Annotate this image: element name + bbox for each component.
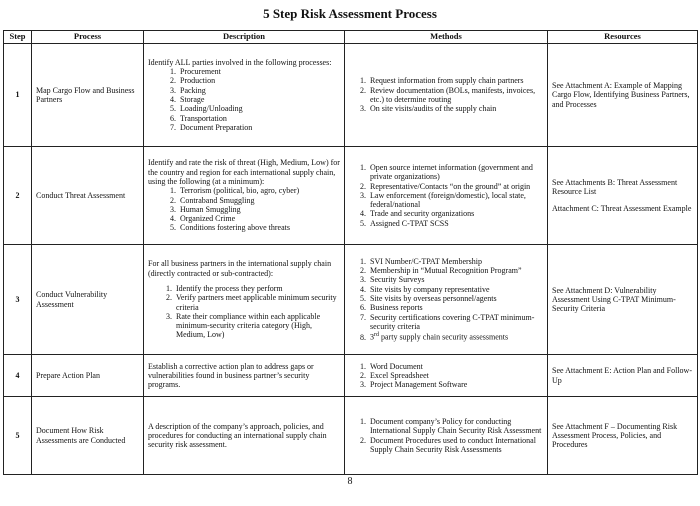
resource-text: See Attachment E: Action Plan and Follow-Up bbox=[552, 366, 692, 385]
description-cell bbox=[144, 245, 345, 355]
table-header-row bbox=[4, 31, 698, 44]
table-row bbox=[4, 44, 698, 147]
list-item: 2. Verify partners meet applicable minimum security criteria bbox=[174, 293, 340, 312]
process-cell: Conduct Vulnerability Assessment bbox=[32, 245, 144, 355]
list-item: 1. Terrorism (political, bio, agro, cyber) bbox=[178, 186, 340, 195]
list-item: 6. Business reports bbox=[368, 303, 543, 312]
list-item: 1. Document company’s Policy for conducting International Supply Chain Security Risk Assessment bbox=[368, 417, 543, 436]
list-item: 6. Transportation bbox=[178, 114, 340, 123]
page-title: 5 Step Risk Assessment Process bbox=[263, 6, 437, 21]
methods-cell bbox=[345, 44, 548, 147]
description-intro: Establish a corrective action plan to address gaps or vulnerabilities found in business partner’s security programs. bbox=[148, 361, 314, 390]
table-row bbox=[4, 245, 698, 355]
resources-cell bbox=[548, 245, 698, 355]
table-row bbox=[4, 355, 698, 397]
list-item: 7. Document Preparation bbox=[178, 123, 340, 132]
step-number: 5 bbox=[4, 397, 32, 475]
description-cell bbox=[144, 147, 345, 245]
resource-text: See Attachment F – Documenting Risk Assessment Process, Policies, and Procedures bbox=[552, 421, 678, 450]
resources-cell bbox=[548, 355, 698, 397]
step-number: 2 bbox=[4, 147, 32, 245]
methods-cell bbox=[345, 245, 548, 355]
process-cell: Conduct Threat Assessment bbox=[32, 147, 144, 245]
list-item: 3. Project Management Software bbox=[368, 380, 543, 389]
list-item: 3. Packing bbox=[178, 86, 340, 95]
list-item: 2. Document Procedures used to conduct International Supply Chain Security Risk Assessments bbox=[368, 436, 543, 455]
page-number: 8 bbox=[347, 476, 353, 487]
list-item: 3. Rate their compliance within each applicable minimum-security criteria category (High, Medium, Low) bbox=[174, 312, 340, 340]
description-intro: Identify ALL parties involved in the following processes: bbox=[148, 57, 332, 67]
list-item: 2. Representative/Contacts “on the ground” at origin bbox=[368, 182, 543, 191]
list-item: 5. Site visits by overseas personnel/agents bbox=[368, 294, 543, 303]
list-item: 2. Excel Spreadsheet bbox=[368, 371, 543, 380]
methods-cell bbox=[345, 397, 548, 475]
list-item: 5. Loading/Unloading bbox=[178, 104, 340, 113]
header-methods: Methods bbox=[345, 31, 548, 44]
header-description: Description bbox=[144, 31, 345, 44]
list-item: 2. Contraband Smuggling bbox=[178, 196, 340, 205]
description-intro: Identify and rate the risk of threat (High, Medium, Low) for the country and region for each international supply chain, using the following (at a minimum): bbox=[148, 158, 340, 186]
list-item: 4. Storage bbox=[178, 95, 340, 104]
resources-cell bbox=[548, 397, 698, 475]
list-item: 4. Site visits by company representative bbox=[368, 285, 543, 294]
methods-cell bbox=[345, 355, 548, 397]
process-cell: Prepare Action Plan bbox=[32, 355, 144, 397]
table-row bbox=[4, 147, 698, 245]
header-process: Process bbox=[32, 31, 144, 44]
list-item: 7. Security certifications covering C-TPAT minimum-security criteria bbox=[368, 313, 543, 332]
process-cell: Map Cargo Flow and Business Partners bbox=[32, 44, 144, 147]
risk-assessment-table bbox=[3, 30, 698, 475]
header-step: Step bbox=[4, 31, 32, 44]
table-row bbox=[4, 397, 698, 475]
list-item: 2. Review documentation (BOLs, manifests, invoices, etc.) to determine routing bbox=[368, 86, 543, 105]
ordinal-number: 3 bbox=[370, 332, 374, 342]
resource-text: See Attachment A: Example of Mapping Cargo Flow, Identifying Business Partners, and Processes bbox=[552, 81, 690, 109]
process-cell: Document How Risk Assessments are Conducted bbox=[32, 397, 144, 475]
resource-text: Attachment C: Threat Assessment Example bbox=[552, 203, 692, 213]
list-item: 3. Law enforcement (foreign/domestic), local state, federal/national bbox=[368, 191, 543, 210]
resource-text: See Attachment D: Vulnerability Assessment Using C-TPAT Minimum-Security Criteria bbox=[552, 285, 676, 314]
list-item: 4. Organized Crime bbox=[178, 214, 340, 223]
description-intro: A description of the company’s approach, policies, and procedures for conducting an international supply chain security risk assessment. bbox=[148, 421, 327, 450]
list-item: 3. On site visits/audits of the supply chain bbox=[368, 104, 543, 113]
list-item: 2. Production bbox=[178, 76, 340, 85]
methods-cell bbox=[345, 147, 548, 245]
list-item: 1. SVI Number/C-TPAT Membership bbox=[368, 257, 543, 266]
resource-text: See Attachments B: Threat Assessment Resource List bbox=[552, 178, 678, 197]
list-item: 3. Security Surveys bbox=[368, 275, 543, 284]
resources-cell bbox=[548, 147, 698, 245]
method-text: party supply chain security assessments bbox=[379, 332, 509, 342]
list-item: 2. Membership in “Mutual Recognition Program” bbox=[368, 266, 543, 275]
ordinal-suffix: rd bbox=[374, 332, 379, 339]
list-item: 3. Human Smuggling bbox=[178, 205, 340, 214]
list-item: 1. Open source internet information (government and private organizations) bbox=[368, 163, 543, 182]
description-cell bbox=[144, 44, 345, 147]
description-cell bbox=[144, 397, 345, 475]
list-item: 5. Conditions fostering above threats bbox=[178, 223, 340, 232]
list-item bbox=[368, 331, 543, 342]
resources-cell bbox=[548, 44, 698, 147]
list-item: 1. Word Document bbox=[368, 362, 543, 371]
step-number: 1 bbox=[4, 44, 32, 147]
step-number: 3 bbox=[4, 245, 32, 355]
list-item: 1. Identify the process they perform bbox=[174, 284, 340, 293]
description-cell bbox=[144, 355, 345, 397]
header-resources: Resources bbox=[548, 31, 698, 44]
list-item: 1. Request information from supply chain partners bbox=[368, 76, 543, 85]
list-item: 4. Trade and security organizations bbox=[368, 209, 543, 218]
list-item: 5. Assigned C-TPAT SCSS bbox=[368, 219, 543, 228]
description-intro: For all business partners in the international supply chain (directly contracted or sub-contracted): bbox=[148, 259, 332, 278]
step-number: 4 bbox=[4, 355, 32, 397]
list-item: 1. Procurement bbox=[178, 67, 340, 76]
